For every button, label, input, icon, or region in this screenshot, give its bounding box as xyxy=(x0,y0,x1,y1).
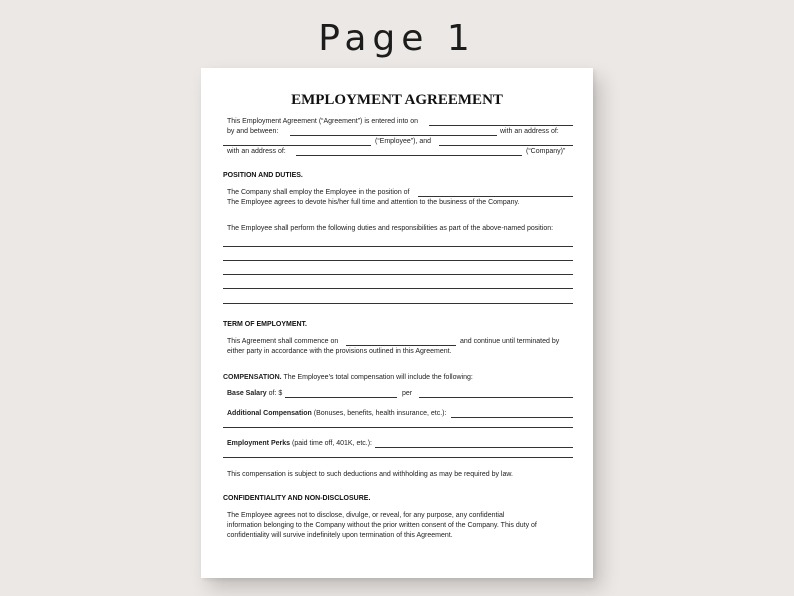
position-title-blank[interactable] xyxy=(418,196,573,197)
intro-address-label-2: with an address of: xyxy=(227,148,286,155)
duties-blank[interactable] xyxy=(223,260,573,261)
additional-comp-rest: (Bonuses, benefits, health insurance, etc.): xyxy=(313,410,447,417)
per-label: per xyxy=(402,390,413,397)
duties-blank[interactable] xyxy=(223,246,573,247)
confidentiality-line-3: confidentiality will survive indefinitely upon termination of this Agreement. xyxy=(227,532,453,539)
term-heading: TERM OF EMPLOYMENT. xyxy=(223,321,307,328)
additional-comp-blank[interactable] xyxy=(223,427,573,428)
intro-line-1: This Employment Agreement (“Agreement”) is entered into on xyxy=(227,118,419,125)
employee-name-blank[interactable] xyxy=(290,135,497,136)
confidentiality-line-1: The Employee agrees not to disclose, divulge, or reveal, for any purpose, any confidential xyxy=(227,512,505,519)
company-name-blank[interactable] xyxy=(439,145,573,146)
salary-period-blank[interactable] xyxy=(419,397,573,398)
intro-company-label: (“Company)” xyxy=(526,148,566,155)
commence-date-blank[interactable] xyxy=(346,345,456,346)
perks-blank[interactable] xyxy=(223,457,573,458)
agreement-date-blank[interactable] xyxy=(429,125,573,126)
document-page xyxy=(201,68,593,578)
compensation-note: This compensation is subject to such deductions and withholding as may be required by law. xyxy=(227,471,513,478)
duties-blank[interactable] xyxy=(223,303,573,304)
perks-rest: (paid time off, 401K, etc.): xyxy=(291,440,373,447)
confidentiality-heading: CONFIDENTIALITY AND NON-DISCLOSURE. xyxy=(223,495,371,502)
intro-address-label: with an address of: xyxy=(500,128,559,135)
compensation-heading-row xyxy=(223,374,473,382)
term-line-2: either party in accordance with the provisions outlined in this Agreement. xyxy=(227,348,452,355)
perks-blank[interactable] xyxy=(375,447,573,448)
term-line-1b: and continue until terminated by xyxy=(460,338,560,345)
position-line-3: The Employee shall perform the following duties and responsibilities as part of the above-named position: xyxy=(227,225,554,232)
perks-label: Employment Perks xyxy=(227,440,291,447)
duties-blank[interactable] xyxy=(223,288,573,289)
company-address-blank[interactable] xyxy=(296,155,522,156)
base-salary-label: Base Salary xyxy=(227,390,267,397)
position-line-1: The Company shall employ the Employee in the position of xyxy=(227,189,410,196)
base-salary-rest: of: $ xyxy=(268,390,283,397)
confidentiality-line-2: information belonging to the Company without the prior written consent of the Company. This duty of xyxy=(227,522,537,529)
document-title: EMPLOYMENT AGREEMENT xyxy=(291,92,503,108)
compensation-heading-rest: The Employee’s total compensation will include the following: xyxy=(283,374,473,381)
perks-row xyxy=(227,440,372,448)
term-line-1: This Agreement shall commence on xyxy=(227,338,339,345)
additional-comp-row xyxy=(227,410,446,418)
additional-comp-blank[interactable] xyxy=(451,417,573,418)
base-salary-row xyxy=(227,390,282,398)
compensation-heading: COMPENSATION. xyxy=(223,374,282,381)
intro-by-between: by and between: xyxy=(227,128,279,135)
page-banner: Page 1 xyxy=(318,18,476,59)
intro-employee-label: (“Employee”), and xyxy=(375,138,432,145)
additional-comp-label: Additional Compensation xyxy=(227,410,312,417)
employee-address-blank[interactable] xyxy=(223,145,371,146)
position-line-2: The Employee agrees to devote his/her full time and attention to the business of the Company. xyxy=(227,199,520,206)
duties-blank[interactable] xyxy=(223,274,573,275)
position-heading: POSITION AND DUTIES. xyxy=(223,172,303,179)
base-salary-blank[interactable] xyxy=(285,397,397,398)
